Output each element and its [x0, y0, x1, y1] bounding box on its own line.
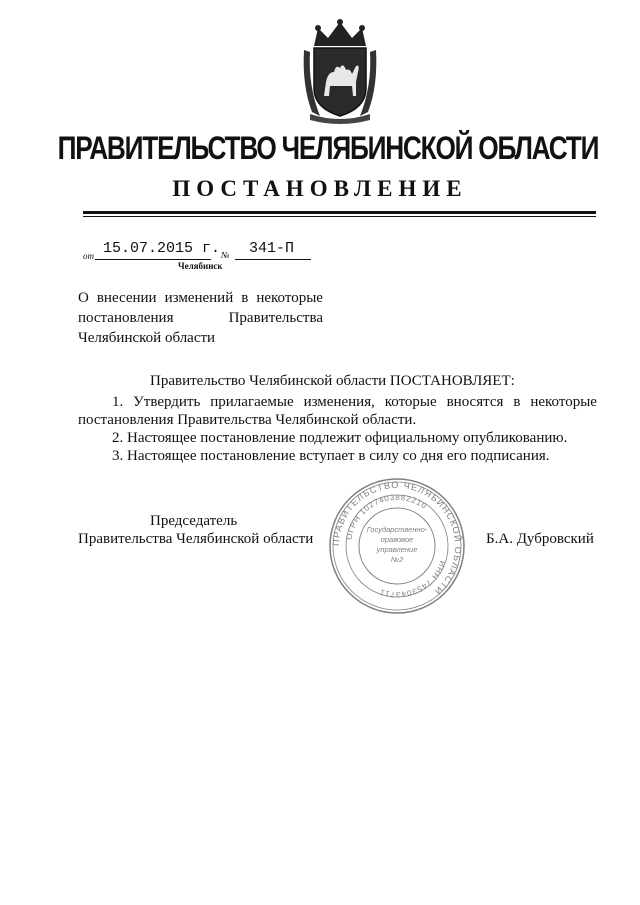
number-underline [235, 259, 311, 260]
city-label: Челябинск [178, 261, 223, 271]
government-title: ПРАВИТЕЛЬСТВО ЧЕЛЯБИНСКОЙ ОБЛАСТИ [57, 130, 599, 166]
subject-word: постановления [78, 310, 174, 326]
coat-of-arms-icon [300, 16, 380, 124]
header-divider-thick [83, 211, 596, 214]
clause-word: 1. [112, 394, 124, 410]
subject-line-1 [78, 288, 323, 308]
signatory-title-line-2: Правительства Челябинской области [78, 531, 314, 547]
document-date: 15.07.2015 г. [103, 240, 221, 257]
subject-word: изменений [164, 290, 234, 306]
date-underline [95, 259, 211, 260]
stamp-inner-line-2: правовое [380, 535, 414, 544]
number-label: № [221, 250, 230, 260]
document-type-heading: ПОСТАНОВЛЕНИЕ [172, 176, 468, 201]
subject-word: внесении [96, 290, 157, 306]
clause-3: 3. Настоящее постановление вступает в силу со дня его подписания. [112, 448, 550, 464]
clause-word: Утвердить [133, 394, 201, 410]
clause-1-continuation: постановления Правительства Челябинской области. [78, 412, 417, 428]
subject-line-3: Челябинской области [78, 330, 216, 346]
header-divider-thin [83, 216, 596, 217]
subject-word: Правительства [228, 310, 323, 326]
document-subject [78, 288, 323, 348]
stamp-inner-line-3: управление [376, 545, 418, 554]
clause-word: изменения, [303, 394, 375, 410]
official-stamp-icon [327, 476, 467, 616]
signatory-name: Б.А. Дубровский [486, 531, 594, 547]
clause-1 [112, 394, 597, 411]
clause-word: которые [384, 394, 437, 410]
clause-word: прилагаемые [210, 394, 294, 410]
subject-word: некоторые [256, 290, 323, 306]
subject-word: О [78, 290, 89, 306]
from-label: от [83, 251, 94, 261]
stamp-inner-line-1: Государственно- [366, 525, 428, 534]
document-number: 341-П [249, 240, 295, 257]
signatory-title-line-1: Председатель [150, 513, 238, 529]
stamp-inn: ИНН 7453043711 [378, 559, 448, 600]
preamble: Правительство Челябинской области ПОСТАНОВЛЯЕТ: [150, 373, 515, 389]
stamp-ogrn: ОГРН 1027403882210 [344, 492, 429, 541]
clause-2: 2. Настоящее постановление подлежит официальному опубликованию. [112, 430, 568, 446]
stamp-inner-line-4: №2 [390, 555, 404, 564]
subject-word: в [241, 290, 249, 306]
clause-word: вносятся [446, 394, 504, 410]
clause-word: некоторые [530, 394, 597, 410]
stamp-outer-text: ПРАВИТЕЛЬСТВО ЧЕЛЯБИНСКОЙ ОБЛАСТИ [330, 479, 464, 598]
subject-line-2 [78, 308, 323, 328]
clause-word: в [513, 394, 521, 410]
